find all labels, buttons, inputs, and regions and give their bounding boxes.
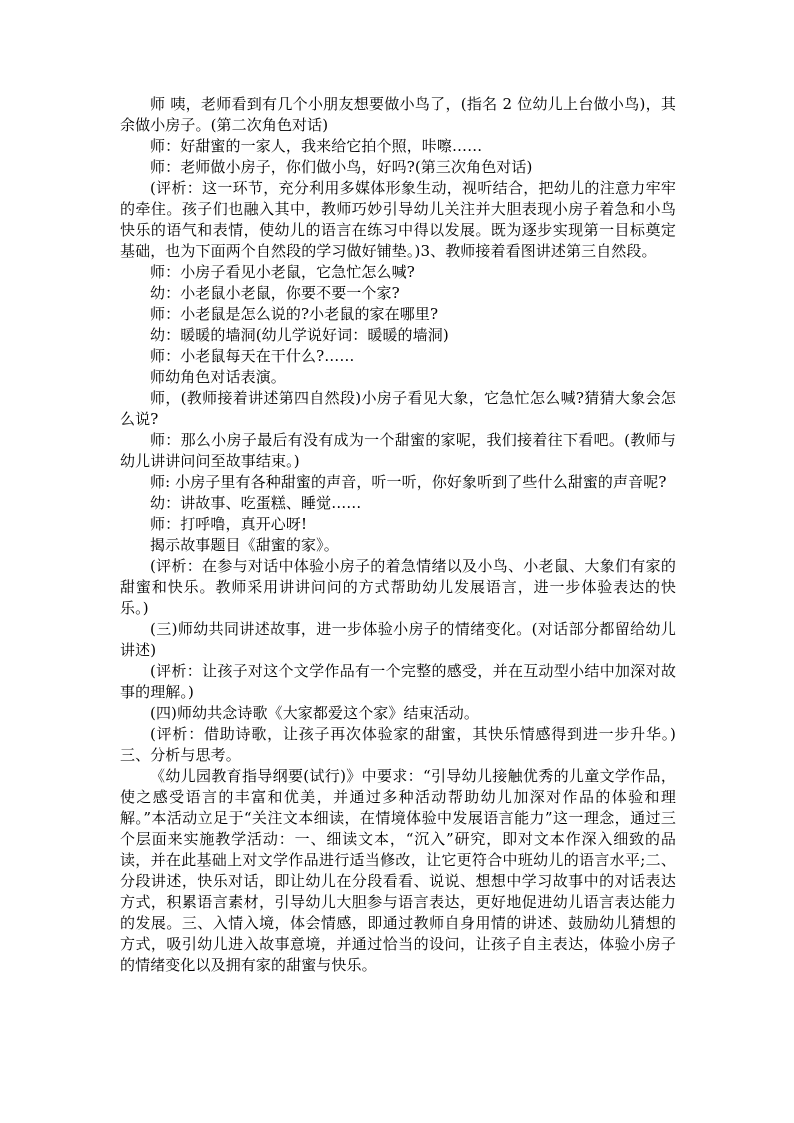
paragraph: 师 咦，老师看到有几个小朋友想要做小鸟了，(指名 2 位幼儿上台做小鸟)，其余做小房子。(第二次角色对话): [120, 95, 676, 134]
paragraph: 师: 小房子里有各种甜蜜的声音，听一听，你好象听到了些什么甜蜜的声音呢?: [150, 473, 667, 491]
paragraph: 师：好甜蜜的一家人，我来给它拍个照，咔嚓……: [150, 137, 483, 155]
paragraph: (评析：让孩子对这个文学作品有一个完整的感受，并在互动型小结中加深对故事的理解。): [120, 662, 676, 701]
document-body: [120, 94, 676, 976]
paragraph: 幼：小老鼠小老鼠，你要不要一个家?: [150, 284, 400, 302]
paragraph: 揭示故事题目《甜蜜的家》。: [150, 536, 339, 554]
paragraph: 师，(教师接着讲述第四自然段)小房子看见大象，它急忙怎么喊?猜猜大象会怎么说?: [120, 389, 676, 428]
paragraph: 幼：讲故事、吃蛋糕、睡觉……: [150, 494, 362, 512]
paragraph: 《幼儿园教育指导纲要(试行)》中要求：“引导幼儿接触优秀的儿童文学作品，使之感受语言的丰富和优美，并通过多种活动帮助幼儿加深对作品的体验和理解。”本活动立足于“关注文本细读，在情境体验中发展语言能力”这一理念，通过三个层面来实施教学活动：一、细读文本，“沉入”研究，即对文本作深入细致的品读，并在此基础上对文学作品进行适当修改，让它更符合中班幼儿的语言水平;二、分段讲述，快乐对话，即让幼儿在分段看看、说说、想想中学习故事中的对话表达方式，积累语言素材，引导幼儿大胆参与语言表达，更好地促进幼儿语言表达能力的发展。三、入情入境，体会情感，即通过教师自身用情的讲述、鼓励幼儿猜想的方式，吸引幼儿进入故事意境，并通过恰当的设问，让孩子自主表达，体验小房子的情绪变化以及拥有家的甜蜜与快乐。: [120, 767, 676, 974]
paragraph: 师：小老鼠是怎么说的?小老鼠的家在哪里?: [150, 305, 439, 323]
paragraph: 师：小房子看见小老鼠，它急忙怎么喊?: [150, 263, 415, 281]
paragraph: (评析：借助诗歌，让孩子再次体验家的甜蜜，其快乐情感得到进一步升华。)三、分析与思考。: [120, 725, 676, 764]
paragraph: 师幼角色对话表演。: [150, 368, 286, 386]
paragraph: (四)师幼共念诗歌《大家都爱这个家》结束活动。: [150, 704, 480, 722]
paragraph: 师：老师做小房子，你们做小鸟，好吗?(第三次角色对话): [150, 158, 533, 176]
paragraph: 师：打呼噜，真开心呀!: [150, 515, 308, 533]
paragraph: 幼：暖暖的墙洞(幼儿学说好词：暖暖的墙洞): [150, 326, 449, 344]
paragraph: (评析：这一环节，充分利用多媒体形象生动，视听结合，把幼儿的注意力牢牢的牵住。孩子们也融入其中，教师巧妙引导幼儿关注并大胆表现小房子着急和小鸟快乐的语气和表情，使幼儿的语言在练习中得以发展。既为逐步实现第一目标奠定基础，也为下面两个自然段的学习做好铺垫。)3、教师接着看图讲述第三自然段。: [120, 179, 676, 260]
paragraph: 师：小老鼠每天在干什么?……: [150, 347, 355, 365]
paragraph: (评析：在参与对话中体验小房子的着急情绪以及小鸟、小老鼠、大象们有家的甜蜜和快乐。教师采用讲讲问问的方式帮助幼儿发展语言，进一步体验表达的快乐。): [120, 557, 676, 617]
paragraph: (三)师幼共同讲述故事，进一步体验小房子的情绪变化。(对话部分都留给幼儿讲述): [120, 620, 676, 659]
paragraph: 师：那么小房子最后有没有成为一个甜蜜的家呢，我们接着往下看吧。(教师与幼儿讲讲问问至故事结束。): [120, 431, 676, 470]
